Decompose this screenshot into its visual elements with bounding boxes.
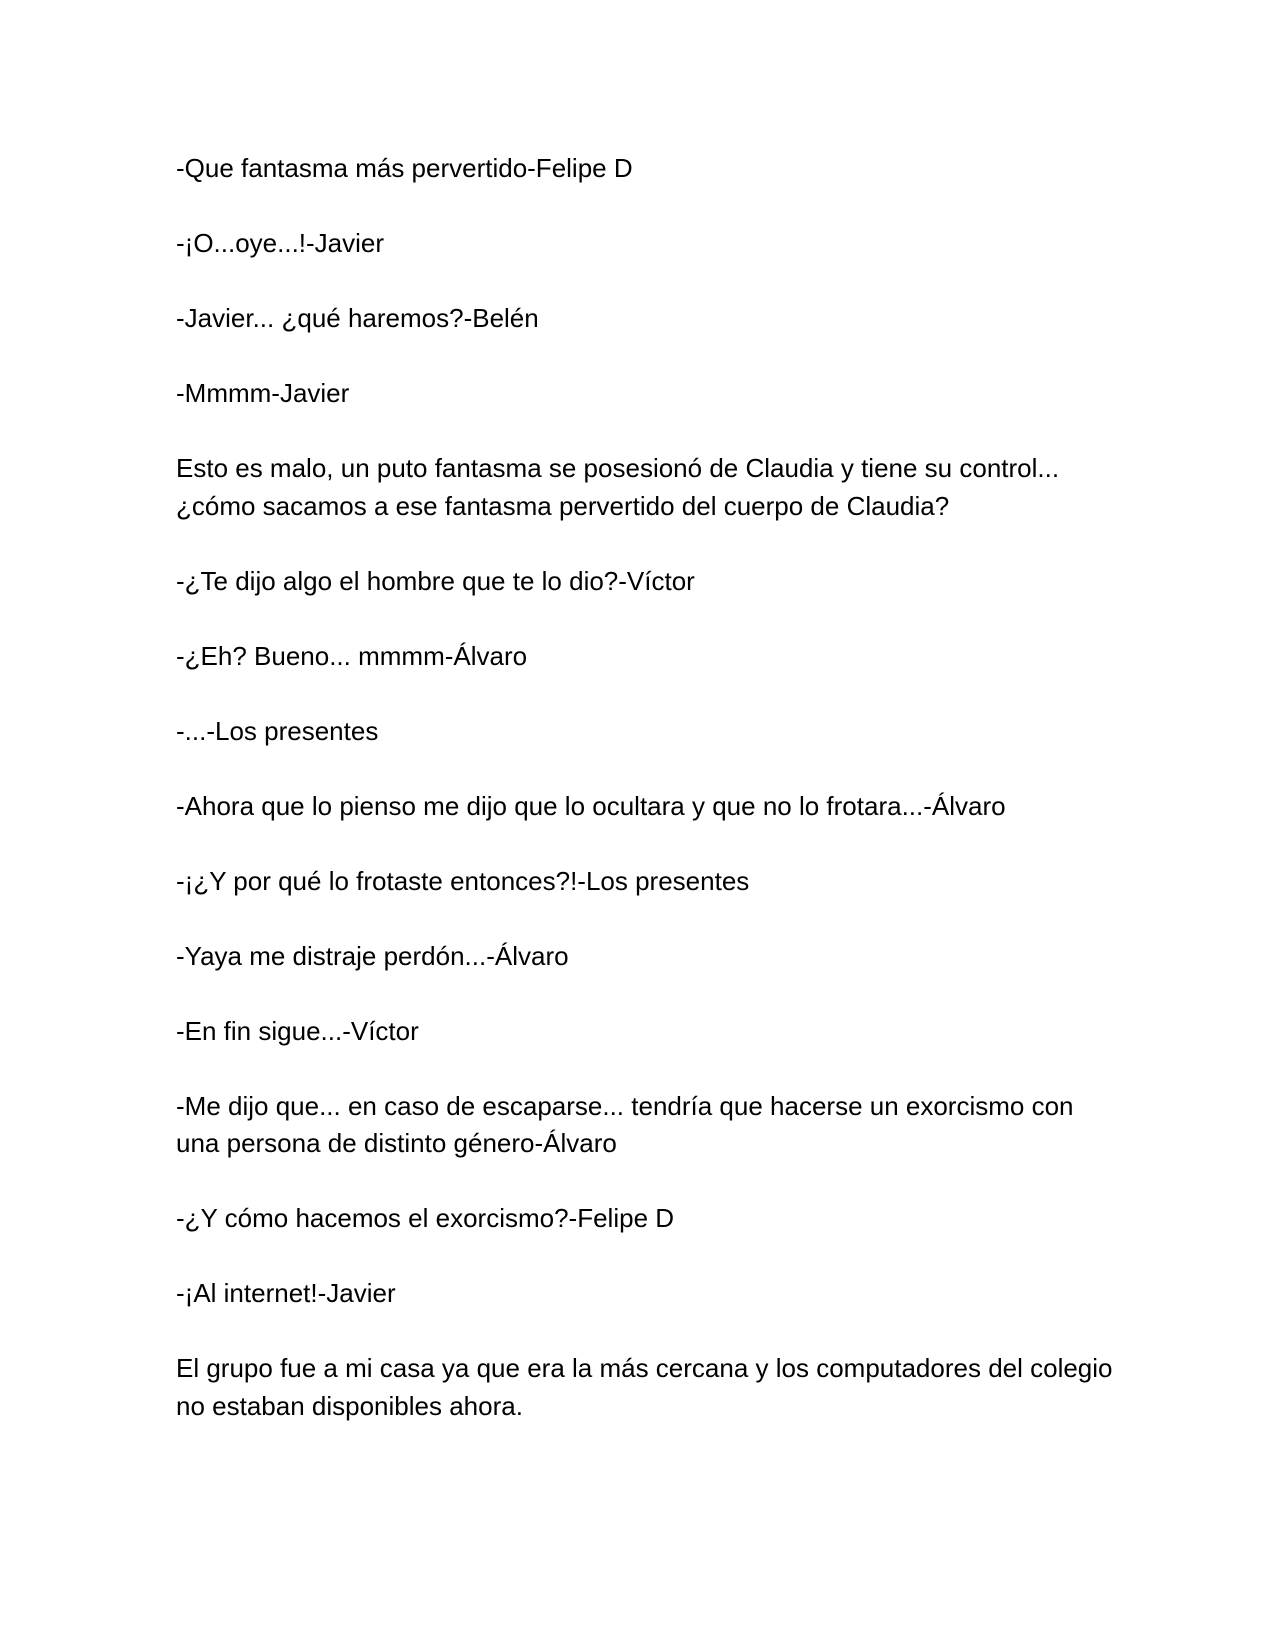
dialogue-line: -¡Al internet!-Javier bbox=[176, 1278, 396, 1308]
dialogue-line: -¿Eh? Bueno... mmmm-Álvaro bbox=[176, 640, 528, 671]
dialogue-line: -¿Te dijo algo el hombre que te lo dio?-Víctor bbox=[176, 565, 695, 596]
dialogue-line: -¡¿Y por qué lo frotaste entonces?!-Los presentes bbox=[176, 865, 750, 896]
dialogue-line: -En fin sigue...-Víctor bbox=[176, 1015, 419, 1046]
dialogue-line: -Me dijo que... en caso de escaparse... tendría que hacerse un exorcismo con una persona de distinto género-Álvaro bbox=[176, 1090, 1074, 1158]
narration-paragraph: El grupo fue a mi casa ya que era la más cercana y los computadores del colegio no estaban disponibles ahora. bbox=[176, 1353, 1113, 1421]
dialogue-line: -¡O...oye...!-Javier bbox=[176, 228, 385, 258]
narration-paragraph: Esto es malo, un puto fantasma se posesionó de Claudia y tiene su control... ¿cómo sacamos a ese fantasma pervertido del cuerpo de Claudia? bbox=[176, 453, 1060, 521]
dialogue-line: -Javier... ¿qué haremos?-Belén bbox=[176, 303, 539, 333]
dialogue-line: -...-Los presentes bbox=[176, 715, 379, 746]
dialogue-line: -Mmmm-Javier bbox=[176, 378, 350, 408]
dialogue-line: -Yaya me distraje perdón...-Álvaro bbox=[176, 940, 569, 971]
document-body bbox=[176, 150, 1116, 1463]
dialogue-line: -Ahora que lo pienso me dijo que lo ocultara y que no lo frotara...-Álvaro bbox=[176, 790, 1006, 821]
dialogue-line: -¿Y cómo hacemos el exorcismo?-Felipe D bbox=[176, 1203, 675, 1233]
dialogue-line: -Que fantasma más pervertido-Felipe D bbox=[176, 153, 633, 183]
